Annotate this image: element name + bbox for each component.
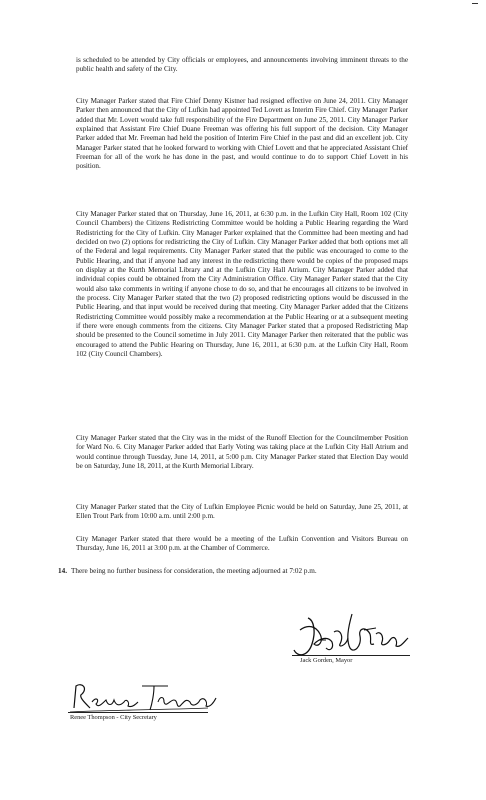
secretary-signature-caption — [70, 714, 157, 722]
paragraph-convention-bureau: City Manager Parker stated that there would be a meeting of the Lufkin Convention and Visitors Bureau on Thursday, June 16, 2011 at 3:00 p.m. at the Chamber of Commerce. — [76, 535, 408, 553]
secretary-title: City Secretary — [120, 714, 157, 721]
caption-separator: , — [332, 657, 336, 664]
secretary-signature — [68, 680, 218, 716]
page-mark — [472, 3, 478, 4]
mayor-title: Mayor — [335, 657, 353, 664]
item-text: There being no further business for consideration, the meeting adjourned at 7:02 p.m. — [70, 567, 317, 575]
paragraph-redistricting: City Manager Parker stated that on Thursday, June 16, 2011, at 6:30 p.m. in the Lufkin City Hall, Room 102 (City Council Chambers) the Citizens Redistricting Committee would be holding a Public Hearing regarding the Ward Redistricting for the City of Lufkin. City Manager Parker explained that the Committee had been meeting and had decided on two (2) options for redistricting the City of Lufkin. City Manager Parker added that both options met all of the Federal and legal requirements. City Manager Parker stated that the public was encouraged to come to the Public Hearing, and that if anyone had any interest in the redistricting there would be copies of the proposed maps on display at the Kurth Memorial Library and at the Lufkin City Hall Atrium. City Manager Parker added that individual copies could be obtained from the City Administration Office. City Manager Parker stated that the City would also take comments in writing if anyone chose to do so, and that he encourages all citizens to be involved in the process. City Manager Parker stated that the two (2) proposed redistricting options would be discussed in the Public Hearing, and that input would be received during that meeting. City Manager Parker added that the Citizens Redistricting Committee would possibly make a recommendation at the Public Hearing or at a subsequent meeting if there were enough comments from the citizens. City Manager Parker stated that a proposed Redistricting Map should be presented to the Council sometime in July 2011. City Manager Parker then reiterated that the public was encouraged to attend the Public Hearing on Thursday, June 16, 2011, at 6:30 p.m. at the Lufkin City Hall, Room 102 (City Council Chambers). — [76, 210, 408, 359]
secretary-signature-line — [68, 712, 208, 713]
caption-separator: - — [114, 714, 121, 721]
mayor-name: Jack Gorden — [300, 657, 333, 664]
secretary-name: Renee Thompson — [70, 714, 115, 721]
paragraph-runoff-election: City Manager Parker stated that the City was in the midst of the Runoff Election for the Councilmember Position for Ward No. 6. City Manager Parker added that Early Voting was taking place at the Lufkin City Hall Atrium and would continue through Tuesday, June 14, 2011, at 5:00 p.m. City Manager Parker stated that Election Day would be on Saturday, June 18, 2011, at the Kurth Memorial Library. — [76, 434, 408, 471]
paragraph-fire-chief: City Manager Parker stated that Fire Chief Denny Kistner had resigned effective on June 24, 2011. City Manager Parker then announced that the City of Lufkin had appointed Ted Lovett as Interim Fire Chief. City Manager Parker added that Mr. Lovett would take full responsibility of the Fire Department on June 25, 2011. City Manager Parker explained that Assistant Fire Chief Duane Freeman was offering his full support of the decision. City Manager Parker added that Mr. Freeman had held the position of Interim Fire Chief in the past and did an excellent job. City Manager Parker stated that he looked forward to working with Chief Lovett and that he appreciated Assistant Chief Freeman for all of the work he has done in the past, and would continue to do to support Chief Lovett in his position. — [76, 97, 408, 171]
mayor-signature-caption — [300, 657, 352, 665]
mayor-signature-line — [292, 655, 410, 656]
paragraph-emergency-announcements: is scheduled to be attended by City officials or employees, and announcements involving imminent threats to the public health and safety of the City. — [76, 56, 408, 74]
paragraph-employee-picnic: City Manager Parker stated that the City of Lufkin Employee Picnic would be held on Saturday, June 25, 2011, at Ellen Trout Park from 10:00 a.m. until 2:00 p.m. — [76, 503, 408, 521]
adjournment-item — [58, 567, 418, 576]
item-number: 14. — [58, 567, 67, 575]
